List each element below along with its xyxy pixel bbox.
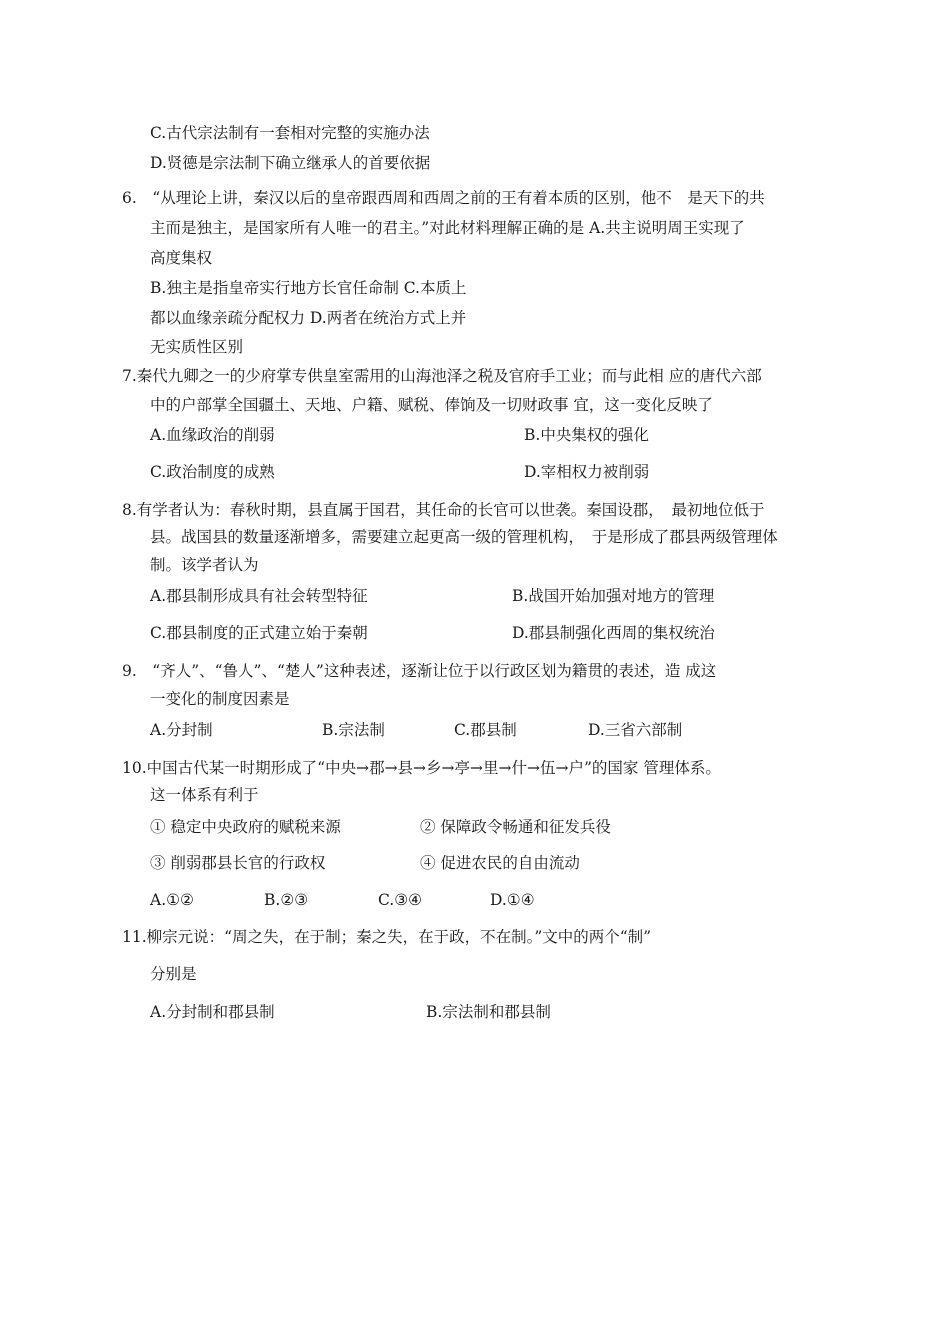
- q7-option-c: C.政治制度的成熟: [150, 463, 275, 481]
- q11-stem-line-1: 11.柳宗元说：“周之失，在于制；秦之失，在于政，不在制。”文中的两个“制”: [122, 928, 652, 946]
- q7-option-b: B.中央集权的强化: [524, 426, 649, 444]
- q6-options-line-2: 都以血缘亲疏分配权力 D.两者在统治方式上并: [150, 309, 467, 327]
- q6-options-line-3: 无实质性区别: [150, 338, 244, 356]
- q10-statement-3: ③ 削弱郡县长官的行政权: [150, 854, 326, 872]
- q10-statement-2: ② 保障政令畅通和征发兵役: [420, 818, 611, 836]
- q7-stem-line-2: 中的户部掌全国疆土、天地、户籍、赋税、俸饷及一切财政事 宜，这一变化反映了: [150, 396, 713, 414]
- q8-stem-line-1: 8.有学者认为：春秋时期，县直属于国君，其任命的长官可以世袭。秦国设郡， 最初地位低于: [122, 501, 765, 519]
- q10-statement-1: ① 稳定中央政府的赋税来源: [150, 818, 341, 836]
- q7-option-d: D.宰相权力被削弱: [524, 463, 650, 481]
- q8-stem-line-3: 制。该学者认为: [150, 556, 259, 574]
- q6-stem-line-2: 主而是独主，是国家所有人唯一的君主。”对此材料理解正确的是 A.共主说明周王实现了: [150, 219, 745, 237]
- q11-option-b: B.宗法制和郡县制: [426, 1003, 551, 1021]
- q10-option-a: A.①②: [150, 891, 194, 909]
- q7-option-a: A.血缘政治的削弱: [150, 426, 275, 444]
- q8-option-b: B.战国开始加强对地方的管理: [512, 587, 715, 605]
- q10-option-b: B.②③: [264, 891, 309, 909]
- q8-option-d: D.郡县制强化西周的集权统治: [512, 624, 715, 642]
- q11-option-a: A.分封制和郡县制: [150, 1003, 275, 1021]
- q10-stem-line-1: 10.中国古代某一时期形成了“中央→郡→县→乡→亭→里→什→伍→户”的国家 管理体系。: [122, 759, 721, 777]
- q10-option-c: C.③④: [378, 891, 423, 909]
- q9-stem-line-2: 一变化的制度因素是: [150, 690, 290, 708]
- q5-option-c: C.古代宗法制有一套相对完整的实施办法: [150, 124, 430, 142]
- q9-option-a: A.分封制: [150, 721, 213, 739]
- q10-option-d: D.①④: [490, 891, 535, 909]
- q8-option-c: C.郡县制度的正式建立始于秦朝: [150, 624, 368, 642]
- q9-stem-line-1: 9. “齐人”、“鲁人”、“楚人”这种表述，逐渐让位于以行政区划为籍贯的表述，造 成这: [122, 662, 717, 680]
- q9-option-c: C.郡县制: [454, 721, 517, 739]
- q8-stem-line-2: 县。战国县的数量逐渐增多，需要建立起更高一级的管理机构， 于是形成了郡县两级管理体: [150, 528, 778, 546]
- q10-statement-4: ④ 促进农民的自由流动: [420, 854, 580, 872]
- q11-stem-line-2: 分别是: [150, 965, 197, 983]
- q9-option-b: B.宗法制: [322, 721, 385, 739]
- q6-stem-line-1: 6. “从理论上讲，秦汉以后的皇帝跟西周和西周之前的王有着本质的区别，他不 是天下的共: [122, 189, 765, 207]
- q7-stem-line-1: 7.秦代九卿之一的少府掌专供皇室需用的山海池泽之税及官府手工业；而与此相 应的唐代六部: [122, 367, 762, 385]
- q6-options-line-1: B.独主是指皇帝实行地方长官任命制 C.本质上: [150, 279, 467, 297]
- q9-option-d: D.三省六部制: [588, 721, 683, 739]
- q10-stem-line-2: 这一体系有利于: [150, 786, 259, 804]
- q5-option-d: D.贤德是宗法制下确立继承人的首要依据: [150, 154, 431, 172]
- q6-stem-line-3: 高度集权: [150, 249, 213, 267]
- q8-option-a: A.郡县制形成具有社会转型特征: [150, 587, 368, 605]
